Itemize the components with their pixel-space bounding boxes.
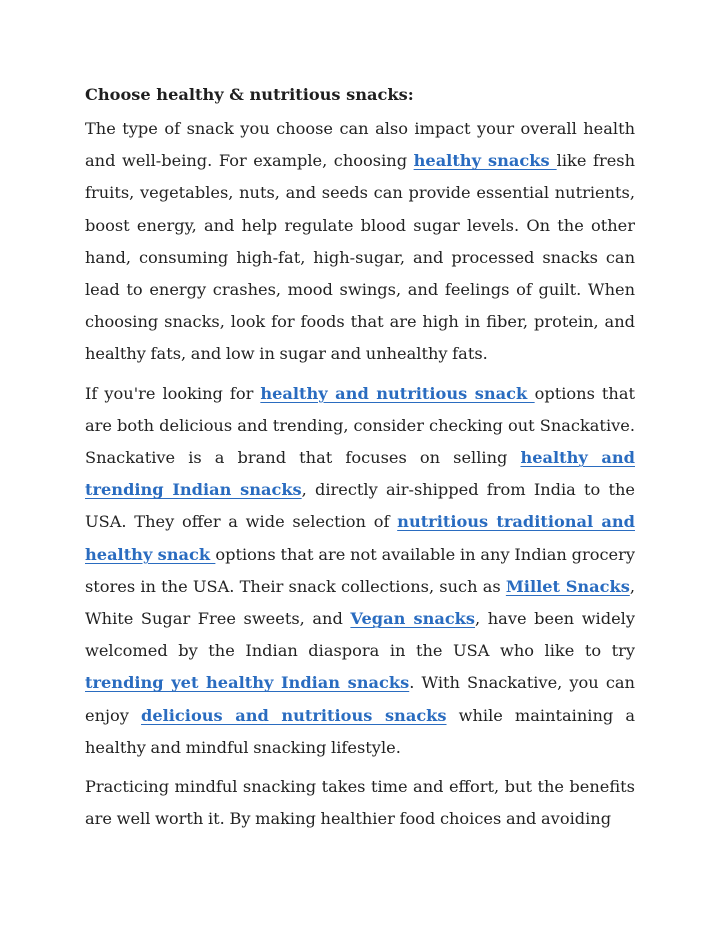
- link-millet-snacks[interactable]: Millet Snacks: [505, 576, 630, 596]
- text-run: , have been widely welcomed by the Indian diaspora in the USA who like to try: [85, 609, 635, 661]
- link-nutritious-traditional-healthy-snack[interactable]: nutritious traditional and healthy snack: [85, 512, 635, 564]
- link-vegan-snacks[interactable]: Vegan snacks: [350, 609, 476, 629]
- text-run: , White Sugar Free sweets, and: [85, 576, 635, 629]
- text-run: options that are not available in any Indian grocery stores in the USA. Their snack collections, such as: [85, 544, 635, 596]
- text-run: like fresh fruits, vegetables, nuts, and seeds can provide essential nutrients, boost energy, and help regulate blood sugar levels. On the other hand, consuming high-fat, high-sugar, and processed snacks can lead to energy crashes, mood swings, and feelings of guilt. When choosing snacks, look for foods that are high in fiber, protein, and healthy fats, and low in sugar and unhealthy fats.: [85, 151, 636, 364]
- link-healthy-and-trending-indian-snacks[interactable]: healthy and trending Indian snacks: [85, 448, 635, 500]
- text-run: The type of snack you choose can also impact your overall health and well-being. For example, choosing: [85, 119, 635, 171]
- link-delicious-and-nutritious-snacks[interactable]: delicious and nutritious snacks: [141, 705, 447, 725]
- text-run: Practicing mindful snacking takes time and effort, but the benefits are well worth it. By making healthier food choices and avoiding: [85, 777, 635, 829]
- text-run: while maintaining a healthy and mindful snacking lifestyle.: [85, 705, 635, 757]
- link-trending-yet-healthy-indian-snacks[interactable]: trending yet healthy Indian snacks: [85, 673, 410, 693]
- text-run: , directly air-shipped from India to the USA. They offer a wide selection of: [85, 480, 635, 532]
- text-run: . With Snackative, you can enjoy: [85, 673, 635, 725]
- paragraph-snackative: [85, 378, 635, 764]
- text-run: options that are both delicious and trending, consider checking out Snackative. Snackative is a brand that focuses on selling: [85, 383, 635, 468]
- paragraph-snack-impact: [85, 113, 635, 371]
- link-healthy-and-nutritious-snack[interactable]: healthy and nutritious snack: [260, 383, 535, 403]
- text-run: If you're looking for: [85, 383, 261, 403]
- section-heading: Choose healthy & nutritious snacks:: [85, 85, 414, 104]
- paragraph-mindful-snacking: [85, 771, 635, 835]
- document-page: [85, 79, 635, 842]
- link-healthy-snacks[interactable]: healthy snacks: [413, 151, 557, 171]
